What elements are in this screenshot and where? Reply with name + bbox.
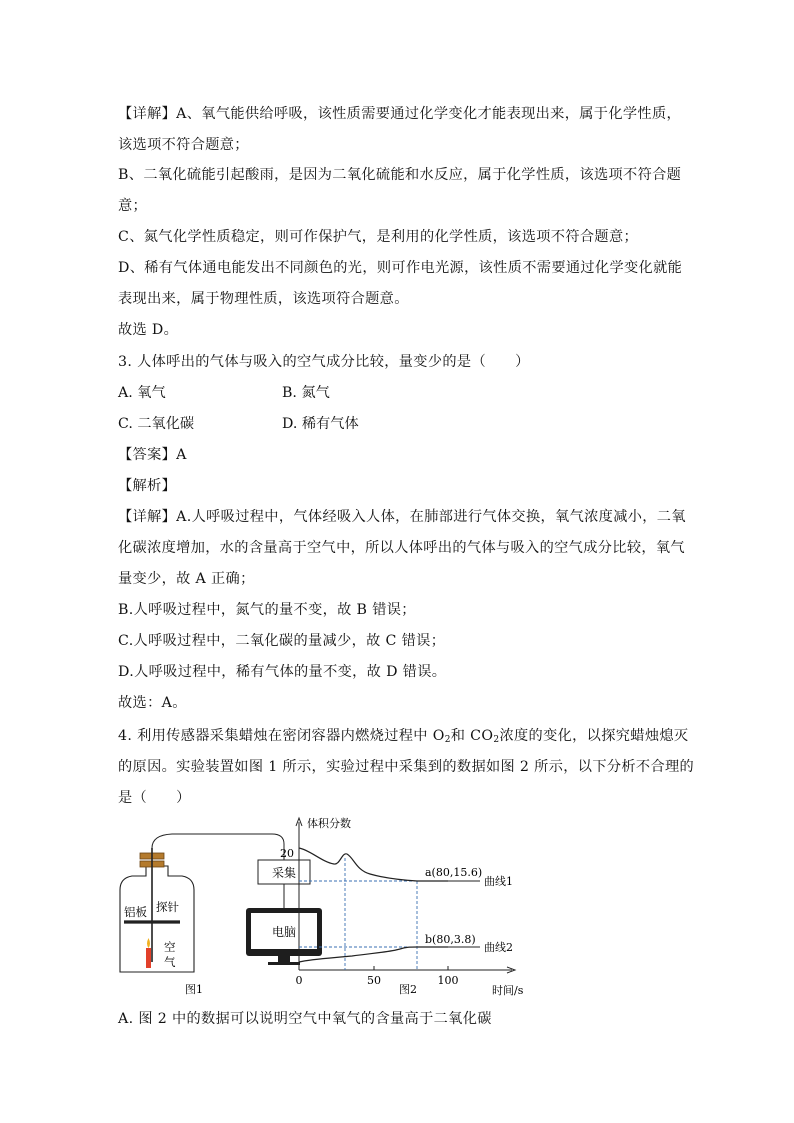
ytick-20: 20 <box>280 847 294 860</box>
q4-stem-mid: 和 CO <box>450 728 494 744</box>
q3-option-a: A. 氧气 <box>118 385 166 401</box>
xtick-50: 50 <box>367 974 381 987</box>
q3-detail-a-line2: 化碳浓度增加，水的含量高于空气中，所以人体呼出的气体与吸入的空气成分比较，氧气 <box>118 540 685 556</box>
q4-stem-post: 浓度的变化，以探究蜡烛熄灭 <box>499 728 689 744</box>
q4-stem-line2: 的原因。实验装置如图 1 所示，实验过程中采集到的数据如图 2 所示，以下分析不合理的 <box>118 759 695 775</box>
xtick-0: 0 <box>295 974 303 987</box>
point-a-label: a(80,15.6) <box>425 866 483 879</box>
q4-figures-svg <box>112 810 532 1000</box>
label-air-1: 空 <box>164 940 176 954</box>
label-air-2: 气 <box>164 955 176 969</box>
q3-option-b: B. 氮气 <box>282 385 330 401</box>
q4-stem-line3: 是（ ） <box>118 790 191 806</box>
monitor-base <box>268 962 300 965</box>
q3-stem: 3. 人体呼出的气体与吸入的空气成分比较，量变少的是（ ） <box>118 354 530 370</box>
q3-detail-b: B.人呼吸过程中，氮气的量不变，故 B 错误； <box>118 602 416 618</box>
label-computer: 电脑 <box>271 925 297 939</box>
y-axis-label: 体积分数 <box>307 817 351 830</box>
q3-detail-a-line3: 量变少，故 A 正确； <box>118 571 255 587</box>
candle <box>146 948 151 968</box>
detail-q2-b-line1: B、二氧化硫能引起酸雨，是因为二氧化硫能和水反应，属于化学性质，该选项不符合题 <box>118 167 682 183</box>
detail-q2-b-line2: 意； <box>118 198 148 214</box>
q3-detail-d: D.人呼吸过程中，稀有气体的量不变，故 D 错误。 <box>118 664 447 680</box>
o2-subscript: 2 <box>444 735 451 745</box>
x-axis-label: 时间/s <box>492 984 524 997</box>
label-plate: 铝板 <box>124 905 147 919</box>
q4-figures <box>112 810 532 1000</box>
detail-q2-d-line1: D、稀有气体通电能发出不同颜色的光，则可作电光源，该性质不需要通过化学变化就能 <box>118 260 683 276</box>
label-collect: 采集 <box>271 866 297 880</box>
candle-flame <box>147 938 150 948</box>
detail-q2-a-line2: 该选项不符合题意； <box>118 137 249 153</box>
q4-stem-pre: 4. 利用传感器采集蜡烛在密闭容器内燃烧过程中 O <box>118 728 445 744</box>
detail-q2-c: C、氮气化学性质稳定，则可作保护气，是利用的化学性质，该选项不符合题意； <box>118 229 639 245</box>
q3-analysis-title: 【解析】 <box>118 478 177 494</box>
q3-detail-a-line1: 【详解】A.人呼吸过程中，气体经吸入人体，在肺部进行气体交换，氧气浓度减小，二氧 <box>118 509 686 525</box>
point-b-label: b(80,3.8) <box>425 933 476 946</box>
q4-stem-line1 <box>118 726 688 746</box>
figure-2-caption: 图2 <box>399 983 417 996</box>
q3-option-c: C. 二氧化碳 <box>118 416 195 432</box>
detail-q2-a-line1: 【详解】A、氧气能供给呼吸，该性质需要通过化学变化才能表现出来，属于化学性质， <box>118 106 682 122</box>
q3-detail-c: C.人呼吸过程中，二氧化碳的量减少，故 C 错误； <box>118 633 446 649</box>
detail-q2-d-line2: 表现出来，属于物理性质，该选项符合题意。 <box>118 291 409 307</box>
q2-conclusion: 故选 D。 <box>118 322 179 338</box>
figure-1-caption: 图1 <box>185 983 203 996</box>
xtick-100: 100 <box>437 974 459 987</box>
curve-1-label: 曲线1 <box>484 875 513 888</box>
q3-option-d: D. 稀有气体 <box>282 416 359 432</box>
co2-subscript: 2 <box>493 735 500 745</box>
figure-2-chart <box>280 816 524 997</box>
probe-wire <box>152 834 284 860</box>
label-probe: 探针 <box>156 900 179 914</box>
monitor-stand <box>278 956 290 962</box>
q4-option-a: A. 图 2 中的数据可以说明空气中氧气的含量高于二氧化碳 <box>118 1011 492 1027</box>
jar-outline <box>120 866 194 972</box>
q3-answer: 【答案】A <box>118 447 187 463</box>
q3-conclusion: 故选：A。 <box>118 695 187 711</box>
curve-2-label: 曲线2 <box>484 941 513 954</box>
